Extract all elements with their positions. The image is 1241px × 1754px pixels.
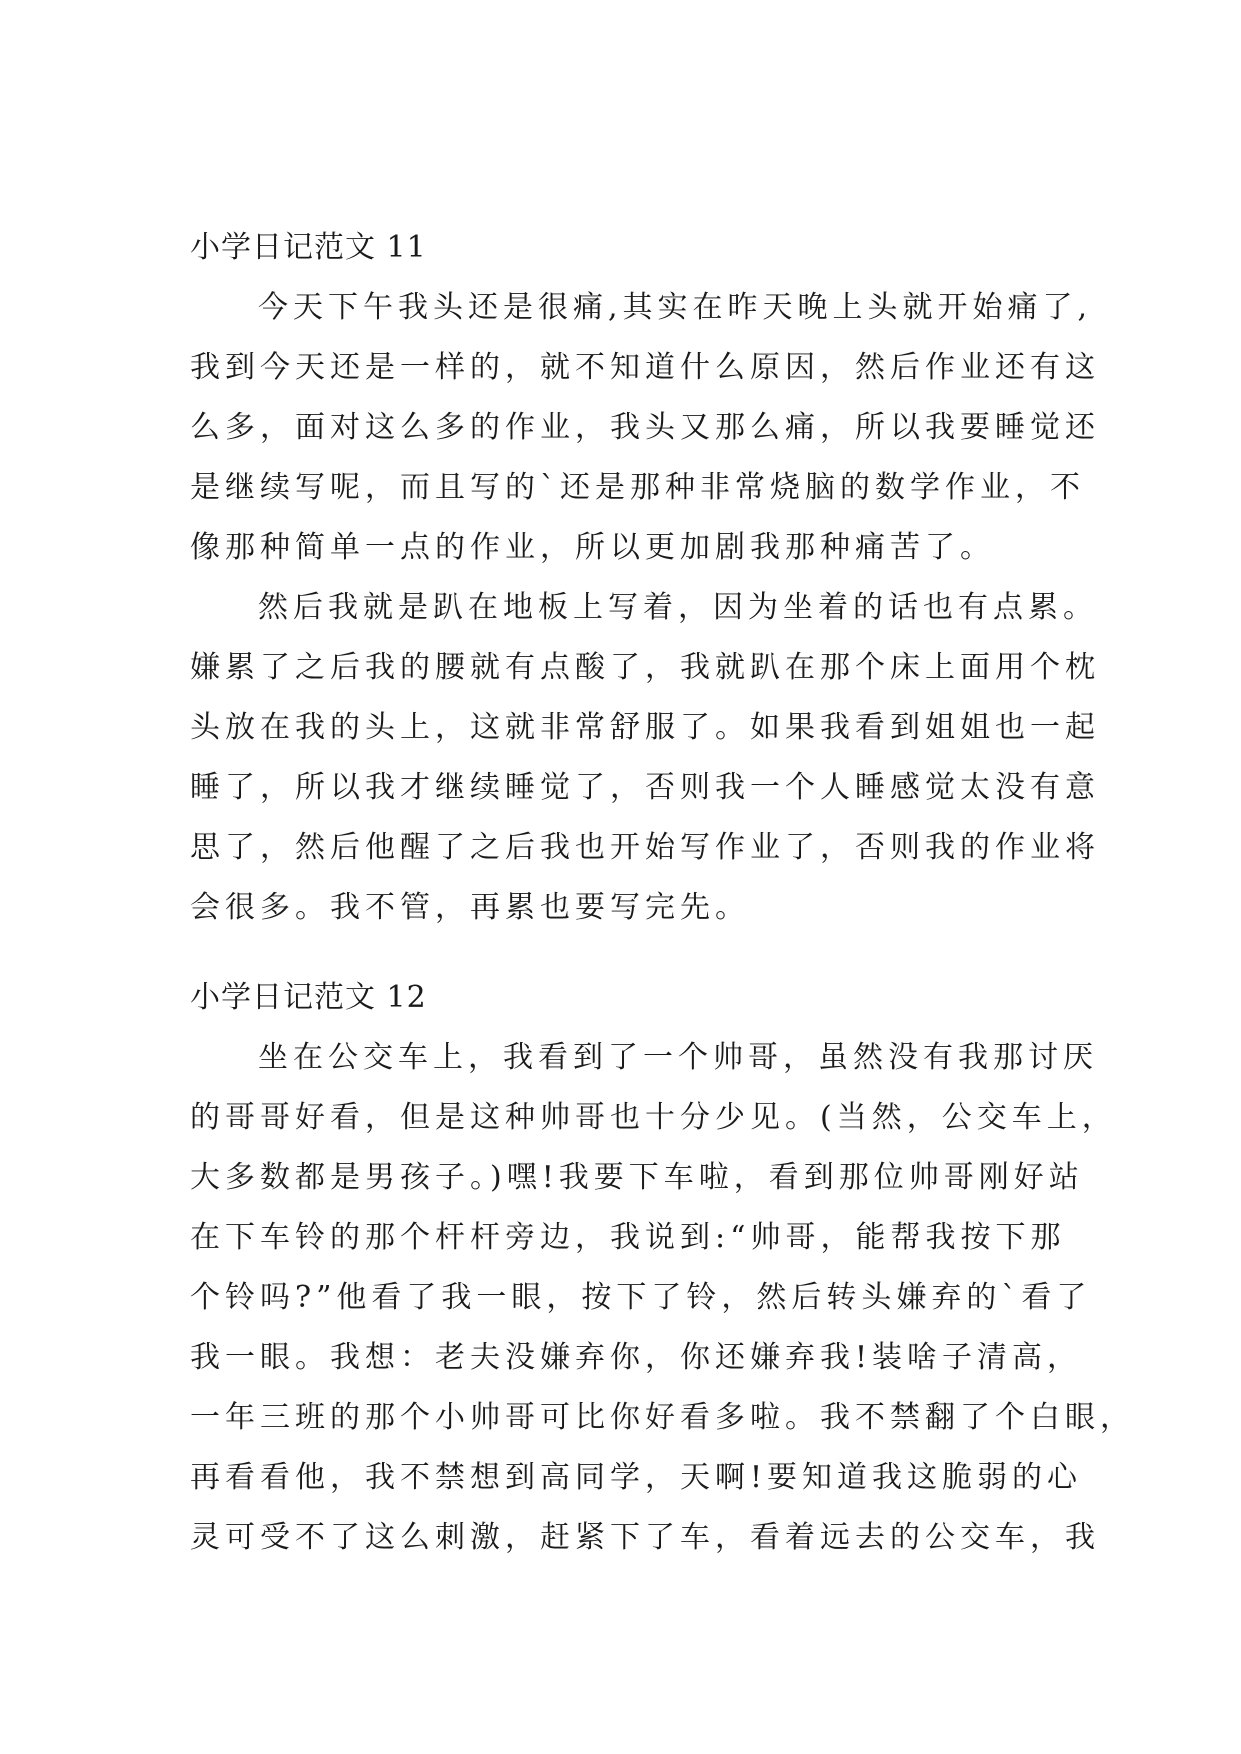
text-line: 坐在公交车上，我看到了一个帅哥，虽然没有我那讨厌 [258,1040,1098,1075]
text-line: 思了，然后他醒了之后我也开始写作业了，否则我的作业将 [190,830,1100,865]
text-line: 我一眼。我想：老夫没嫌弃你，你还嫌弃我!装啥子清高， [190,1340,1083,1375]
diary-entry-12 [190,968,1135,1568]
text-line: 头放在我的头上，这就非常舒服了。如果我看到姐姐也一起 [190,710,1100,745]
text-line: 像那种简单一点的作业，所以更加剧我那种痛苦了。 [190,530,995,565]
text-line: 一年三班的那个小帅哥可比你好看多啦。我不禁翻了个白眼， [190,1400,1135,1435]
paragraph-1 [190,278,1100,578]
text-line: 然后我就是趴在地板上写着，因为坐着的话也有点累。 [258,590,1098,625]
entry-title: 小学日记范文 12 [190,980,427,1015]
text-line: 嫌累了之后我的腰就有点酸了，我就趴在那个床上面用个枕 [190,650,1100,685]
diary-entry-11 [190,218,1100,938]
text-line: 在下车铃的那个杆杆旁边，我说到:“帅哥，能帮我按下那 [190,1220,1066,1255]
text-line: 我到今天还是一样的，就不知道什么原因，然后作业还有这 [190,350,1100,385]
entry-title: 小学日记范文 11 [190,230,427,265]
paragraph-2 [190,578,1100,938]
text-line: 今天下午我头还是很痛,其实在昨天晚上头就开始痛了, [258,290,1093,325]
text-line: 灵可受不了这么刺激，赶紧下了车，看着远去的公交车，我 [190,1520,1100,1555]
text-line: 的哥哥好看，但是这种帅哥也十分少见。(当然，公交车上， [190,1100,1117,1135]
text-line: 个铃吗?”他看了我一眼，按下了铃，然后转头嫌弃的`看了 [190,1280,1092,1315]
text-line: 么多，面对这么多的作业，我头又那么痛，所以我要睡觉还 [190,410,1100,445]
text-line: 会很多。我不管，再累也要写完先。 [190,890,750,925]
paragraph-1 [190,1028,1135,1568]
text-line: 大多数都是男孩子。)嘿!我要下车啦，看到那位帅哥刚好站 [190,1160,1084,1195]
text-line: 睡了，所以我才继续睡觉了，否则我一个人睡感觉太没有意 [190,770,1100,805]
text-line: 是继续写呢，而且写的`还是那种非常烧脑的数学作业，不 [190,470,1085,505]
text-line: 再看看他，我不禁想到高同学，天啊!要知道我这脆弱的心 [190,1460,1083,1495]
